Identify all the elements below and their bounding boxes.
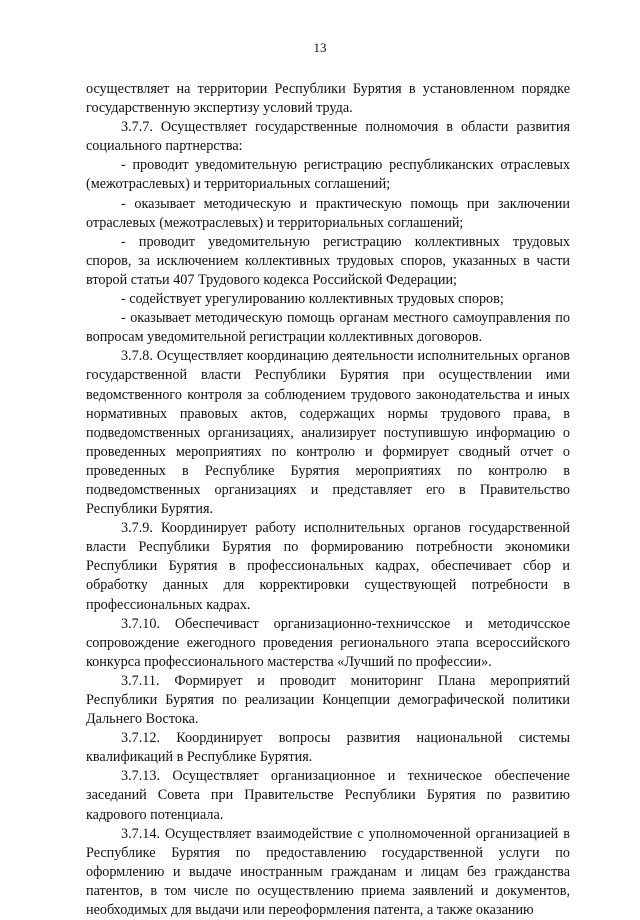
paragraph-3-7-7: 3.7.7. Осуществляет государственные полномочия в области развития социального партнерства: (86, 119, 570, 155)
paragraph-1: осуществляет на территории Республики Бурятия в установленном порядке государственную экспертизу условий труда. (86, 81, 570, 117)
list-item-registration: - проводит уведомительную регистрацию республиканских отраслевых (межотраслевых) и территориальных соглашений; (86, 157, 570, 193)
document-body (86, 80, 570, 920)
paragraph-3-7-9: 3.7.9. Координирует работу исполнительных органов государственной власти Республики Бурятия по формированию потребности экономики Республики Бурятия в профессиональных кадрах, обеспечивает сбор и обработку данных для корректировки существующей потребности в профессиональных кадрах. (86, 520, 570, 613)
paragraph-3-7-8: 3.7.8. Осуществляет координацию деятельности исполнительных органов государственной власти Республики Бурятия при осуществлении ими ведомственного контроля за соблюдением трудового законодательства и иных нормативных правовых актов, содержащих нормы трудового права, в подведомственных организациях, анализирует поступившую информацию о проведенных мероприятиях по контролю и формирует сводный отчет о проведенных в Республике Бурятия мероприятиях по контролю в подведомственных организациях и представляет его в Правительство Республики Бурятия. (86, 348, 570, 518)
paragraph-3-7-14: 3.7.14. Осуществляет взаимодействие с уполномоченной организацией в Республике Бурятия по предоставлению государственной услуги по оформлению и выдаче иностранным гражданам и лицам без гражданства патентов, в том числе по осуществлению приема заявлений и документов, необходимых для выдачи или переоформления патента, а также оказанию (86, 825, 570, 919)
list-item-local-help: - оказывает методическую помощь органам местного самоуправления по вопросам уведомительной регистрации коллективных договоров. (86, 310, 570, 346)
list-item-dispute-settlement: - содействует урегулированию коллективных трудовых споров; (121, 291, 504, 308)
page-number: 13 (313, 40, 327, 55)
list-item-dispute-registration: - проводит уведомительную регистрацию коллективных трудовых споров, за исключением коллективных трудовых споров, указанных в части второй статьи 407 Трудового кодекса Российской Федерации; (86, 233, 570, 288)
paragraph-3-7-10: 3.7.10. Обеспечиваст организационно-техничсское и методичсское сопровождение ежегодного проведения регионального этапа всероссийского конкурса профессионального мастерства «Лучший по профессии». (86, 615, 570, 670)
list-item-methodical-help: - оказывает методическую и практическую помощь при заключении отраслевых (межотраслевых) и территориальных соглашений; (86, 195, 570, 231)
paragraph-3-7-12: 3.7.12. Координирует вопросы развития национальной системы квалификаций в Республике Бурятия. (86, 730, 570, 766)
paragraph-3-7-11: 3.7.11. Формирует и проводит мониторинг Плана мероприятий Республики Бурятия по реализации Концепции демографической политики Дальнего Востока. (86, 672, 570, 728)
paragraph-3-7-13: 3.7.13. Осуществляет организационное и техническое обеспечение заседаний Совета при Правительстве Республики Бурятия по развитию кадрового потенциала. (86, 768, 570, 823)
